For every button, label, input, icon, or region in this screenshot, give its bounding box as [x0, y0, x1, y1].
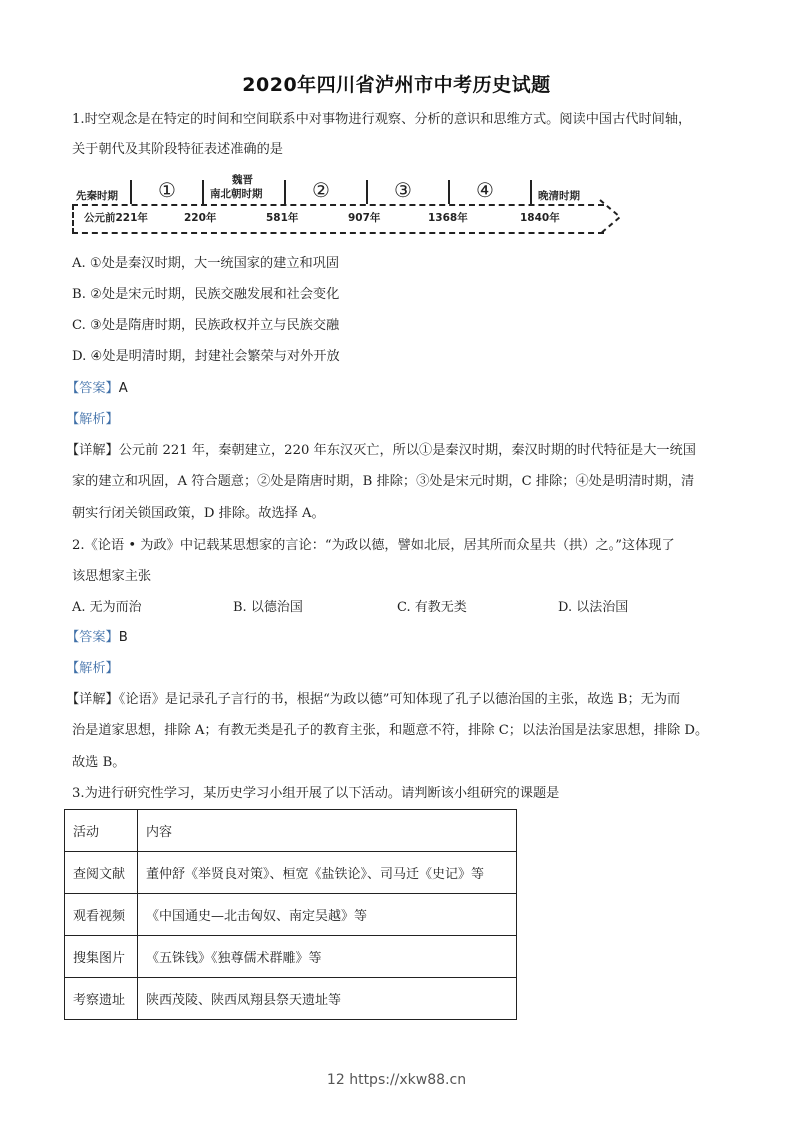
q2-option-a: A. 无为而治 — [72, 600, 142, 615]
page-number: 12 — [326, 1072, 345, 1088]
period-marker-3: ③ — [394, 178, 412, 202]
q1-answer — [66, 381, 128, 397]
year-220: 220年 — [184, 212, 217, 224]
q1-detail-line2: 家的建立和巩固，A 符合题意；②处是隋唐时期，B 排除；③处是宋元时期，C 排除；④处是明清时期，清 — [72, 474, 695, 489]
tick-581 — [284, 180, 286, 204]
q2-detail-line1: 【详解】《论语》是记录孔子言行的书，根据“为政以德”可知体现了孔子以德治国的主张，故选 B；无为而 — [66, 692, 681, 707]
q1-detail-line1: 【详解】公元前 221 年，秦朝建立，220 年东汉灭亡，所以①是秦汉时期，秦汉时期的时代特征是大一统国 — [66, 443, 696, 458]
q2-analysis-label: 【解析】 — [66, 661, 119, 676]
q2-option-c: C. 有教无类 — [397, 600, 467, 615]
year-907: 907年 — [348, 212, 381, 224]
tick-1368 — [448, 180, 450, 204]
answer-label: 【答案】 — [66, 381, 119, 396]
table-row — [65, 978, 517, 1020]
q2-detail-line2: 治是道家思想，排除 A；有教无类是孔子的教育主张，和题意不符，排除 C；以法治国是法家思想，排除 D。 — [72, 723, 709, 738]
year-221bc: 公元前221年 — [84, 212, 148, 224]
year-1368: 1368年 — [428, 212, 468, 224]
table-cell-content: 陕西茂陵、陕西凤翔县祭天遗址等 — [138, 978, 517, 1020]
table-row — [65, 852, 517, 894]
answer-label: 【答案】 — [66, 630, 119, 645]
q1-analysis-label: 【解析】 — [66, 412, 119, 427]
q2-detail-line3: 故选 B。 — [72, 755, 126, 770]
q1-option-c: C. ③处是隋唐时期，民族政权并立与民族交融 — [72, 318, 340, 333]
year-1840: 1840年 — [520, 212, 560, 224]
period-marker-1: ① — [158, 178, 176, 202]
page-title: 2020年四川省泸州市中考历史试题 — [242, 74, 551, 96]
table-header-content: 内容 — [138, 810, 517, 852]
table-cell-activity: 考察遗址 — [65, 978, 138, 1020]
q2-answer — [66, 630, 128, 646]
table-cell-activity: 查阅文献 — [65, 852, 138, 894]
tick-1840 — [530, 180, 532, 204]
table-header-activity: 活动 — [65, 810, 138, 852]
period-nanbeichao: 南北朝时期 — [210, 188, 263, 200]
tick-221bc — [130, 180, 132, 204]
q1-stem-line2: 关于朝代及其阶段特征表述准确的是 — [72, 142, 283, 157]
q2-option-b: B. 以德治国 — [233, 600, 303, 615]
q1-option-a: A. ①处是秦汉时期，大一统国家的建立和巩固 — [72, 256, 340, 271]
q2-stem-line1: 2.《论语 • 为政》中记载某思想家的言论：“为政以德，譬如北辰，居其所而众星共（拱）之。”这体现了 — [72, 538, 675, 553]
footer-link[interactable]: https://xkw88.cn — [349, 1072, 467, 1088]
year-581: 581年 — [266, 212, 299, 224]
table-cell-content: 《中国通史—北击匈奴、南定吴越》等 — [138, 894, 517, 936]
period-wanqing: 晚清时期 — [538, 190, 580, 202]
timeline-diagram — [72, 172, 632, 242]
tick-220 — [202, 180, 204, 204]
period-marker-2: ② — [312, 178, 330, 202]
detail-label: 【详解】 — [66, 443, 119, 458]
period-weijin: 魏晋 — [232, 174, 253, 186]
answer-value: B — [118, 630, 128, 645]
timeline-arrow-icon — [594, 197, 634, 237]
tick-907 — [366, 180, 368, 204]
activity-table — [64, 809, 517, 1020]
table-cell-activity: 观看视频 — [65, 894, 138, 936]
q2-stem-line2: 该思想家主张 — [72, 569, 152, 584]
answer-value: A — [118, 381, 128, 396]
period-marker-4: ④ — [476, 178, 494, 202]
q3-stem: 3.为进行研究性学习，某历史学习小组开展了以下活动。请判断该小组研究的课题是 — [72, 786, 560, 801]
q1-stem-line1: 1.时空观念是在特定的时间和空间联系中对事物进行观察、分析的意识和思维方式。阅读中国古代时间轴， — [72, 112, 692, 127]
table-row — [65, 936, 517, 978]
q1-option-b: B. ②处是宋元时期，民族交融发展和社会变化 — [72, 287, 340, 302]
table-row — [65, 894, 517, 936]
period-xianqin: 先秦时期 — [76, 190, 118, 202]
table-cell-content: 《五铢钱》《独尊儒术群雕》等 — [138, 936, 517, 978]
detail-label: 【详解】 — [66, 692, 119, 707]
q2-option-d: D. 以法治国 — [558, 600, 629, 615]
q1-option-d: D. ④处是明清时期，封建社会繁荣与对外开放 — [72, 349, 340, 364]
table-cell-activity: 搜集图片 — [65, 936, 138, 978]
page-footer — [0, 1072, 793, 1088]
table-cell-content: 董仲舒《举贤良对策》、桓宽《盐铁论》、司马迁《史记》等 — [138, 852, 517, 894]
q1-detail-line3: 朝实行闭关锁国政策，D 排除。故选择 A。 — [72, 506, 325, 521]
table-header-row — [65, 810, 517, 852]
